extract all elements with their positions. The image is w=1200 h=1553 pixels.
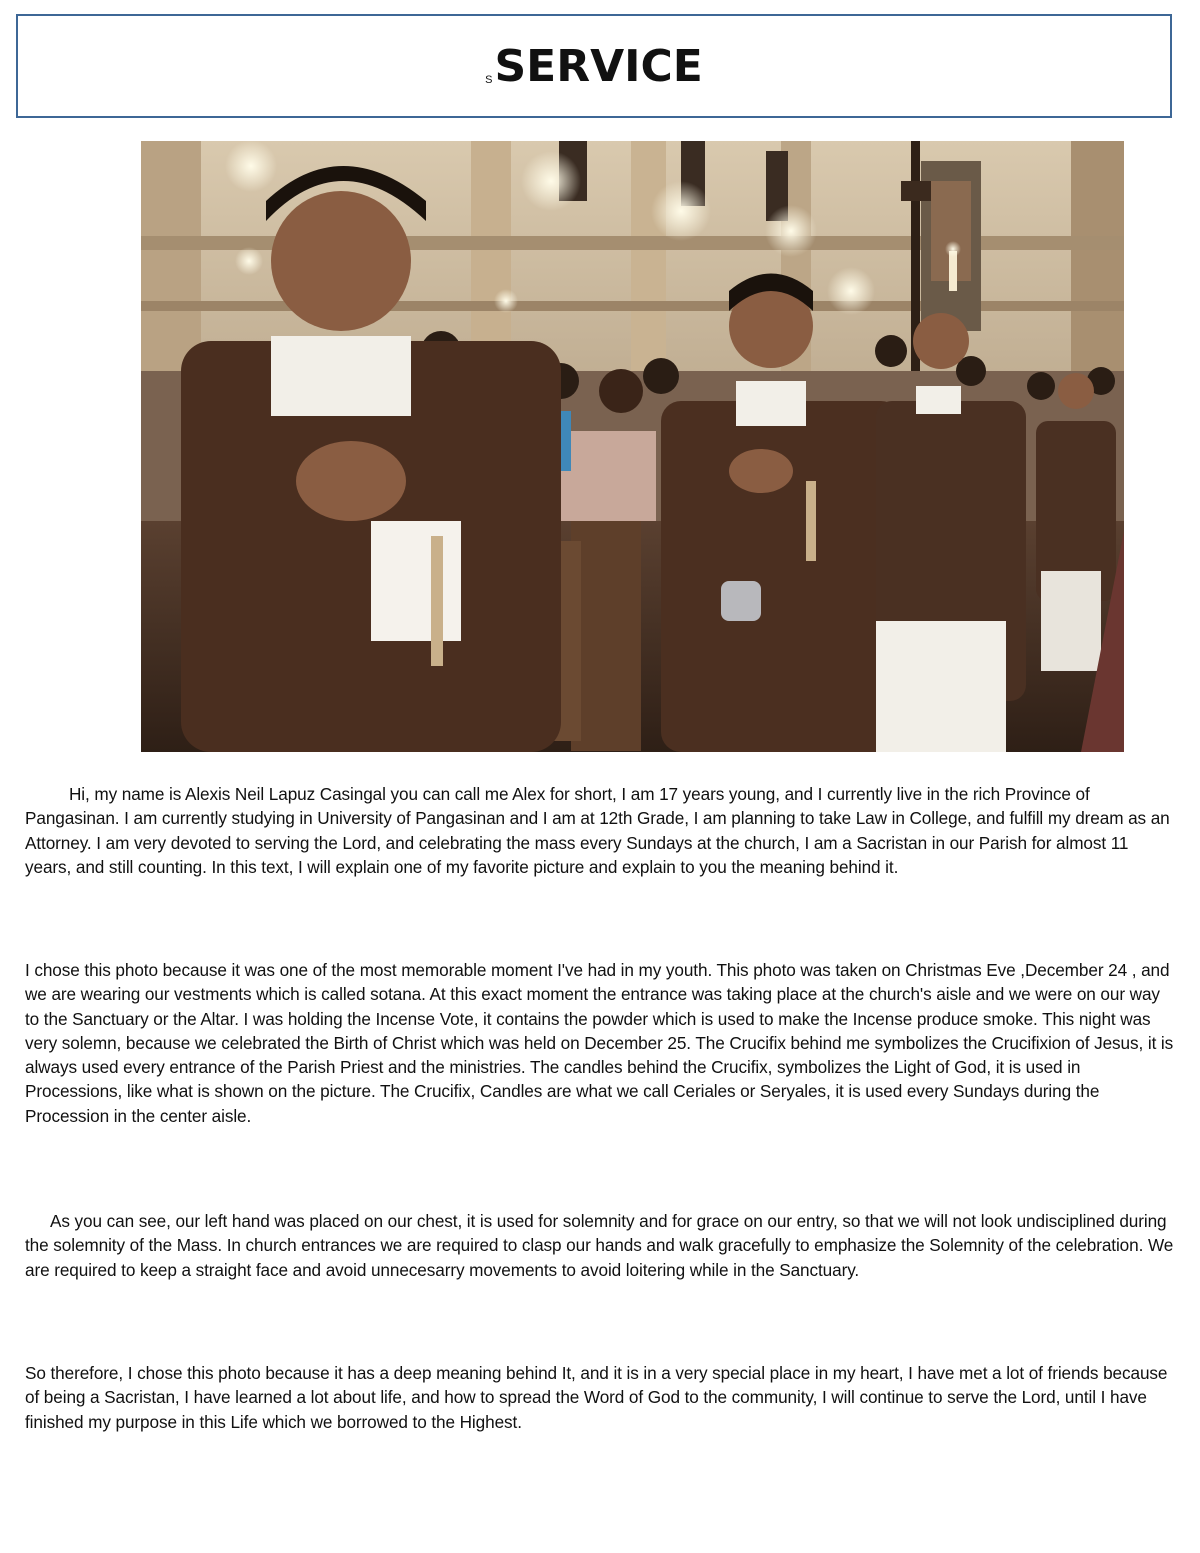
title-prefix: S — [485, 74, 493, 86]
page-title: SERVICE — [494, 40, 703, 92]
church-procession-photo — [141, 141, 1124, 752]
paragraph-intro: Hi, my name is Alexis Neil Lapuz Casingal you can call me Alex for short, I am 17 years young, and I currently live in the rich Province of Pangasinan. I am currently studying in University of Pangasinan and I am at 12th Grade, I am planning to take Law in College, and fulfill my dream as an Attorney. I am very devoted to serving the Lord, and celebrating the mass every Sundays at the church, I am a Sacristan in our Parish for almost 11 years, and still counting. In this text, I will explain one of my favorite picture and explain to you the meaning behind it. — [25, 784, 1170, 877]
paragraph-conclusion: So therefore, I chose this photo because it has a deep meaning behind It, and it is in a very special place in my heart, I have met a lot of friends because of being a Sacristan, I have learned a lot about life, and how to spread the Word of God to the community, I will continue to serve the Lord, until I have finished my purpose in this Life which we borrowed to the Highest. — [25, 1363, 1168, 1432]
photo-illustration — [141, 141, 1124, 752]
paragraph-photo-story: I chose this photo because it was one of the most memorable moment I've had in my youth. This photo was taken on Christmas Eve ,December 24 , and we are wearing our vestments which is called sotana. At this exact moment the entrance was taking place at the church's aisle and we were on our way to the Sanctuary or the Altar. I was holding the Incense Vote, it contains the powder which is used to make the Incense produce smoke. This night was very solemn, because we celebrated the Birth of Christ which was held on December 25. The Crucifix behind me symbolizes the Crucifixion of Jesus, it is always used every entrance of the Parish Priest and the ministries. The candles behind the Crucifix, symbolizes the Light of God, it is used in Processions, like what is shown on the picture. The Crucifix, Candles are what we call Ceriales or Seryales, it is used every Sundays during the Procession in the center aisle. — [25, 960, 1174, 1126]
title-box — [16, 14, 1172, 118]
paragraph-gesture-meaning: As you can see, our left hand was placed on our chest, it is used for solemnity and for grace on our entry, so that we will not look undisciplined during the solemnity of the Mass. In church entrances we are required to clasp our hands and walk gracefully to emphasize the Solemnity of the celebration. We are required to keep a straight face and avoid unnecesarry movements to avoid loitering while in the Sanctuary. — [25, 1211, 1174, 1280]
